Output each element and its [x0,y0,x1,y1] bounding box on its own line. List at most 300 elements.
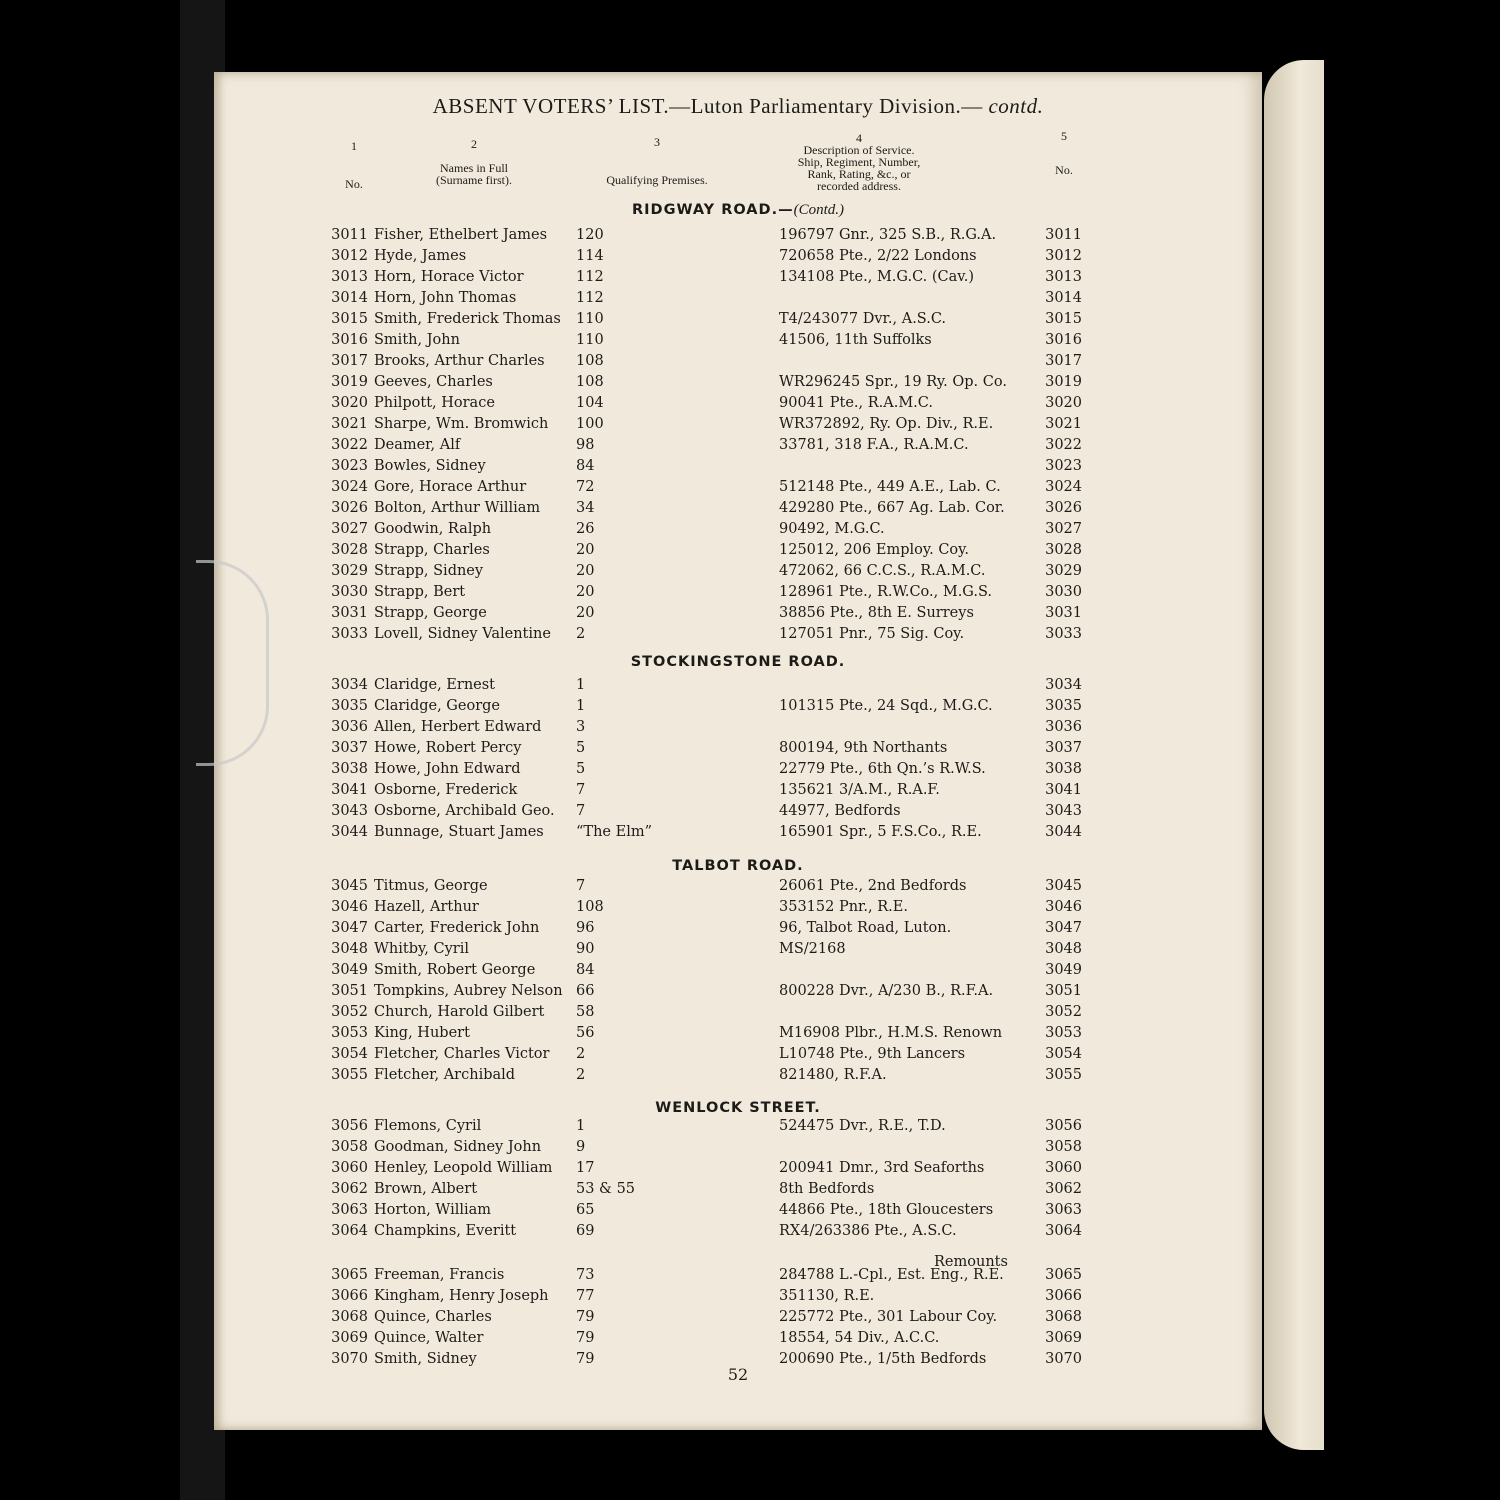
qualifying-premises: 114 [576,248,604,264]
list-item [214,899,1262,920]
list-item [214,824,1262,845]
voter-number: 3058 [331,1139,368,1155]
qualifying-premises: 7 [576,878,586,894]
service-description: 125012, 206 Employ. Coy. [779,542,970,558]
voter-name: Howe, John Edward [374,761,521,777]
qualifying-premises: 2 [576,626,586,642]
voter-name: Fisher, Ethelbert James [374,227,548,243]
voter-name: Smith, Sidney [374,1351,477,1367]
qualifying-premises: 112 [576,290,604,306]
voter-number: 3024 [331,479,368,495]
voter-number-right: 3021 [1045,416,1082,432]
voter-number: 3043 [331,803,368,819]
voter-number: 3051 [331,983,368,999]
qualifying-premises: 120 [576,227,604,243]
voter-number: 3020 [331,395,368,411]
voter-number-right: 3046 [1045,899,1082,915]
voter-name: Church, Harold Gilbert [374,1004,545,1020]
qualifying-premises: 108 [576,374,604,390]
voter-number: 3027 [331,521,368,537]
voter-name: Allen, Herbert Edward [374,719,542,735]
qualifying-premises: 110 [576,332,604,348]
list-item [214,740,1262,761]
list-item [214,1288,1262,1309]
voter-name: Geeves, Charles [374,374,493,390]
qualifying-premises: 72 [576,479,595,495]
voter-number-right: 3054 [1045,1046,1082,1062]
list-item [214,227,1262,248]
section-heading: WENLOCK STREET. [655,1100,821,1116]
voter-number-right: 3019 [1045,374,1082,390]
qualifying-premises: 2 [576,1046,586,1062]
voter-number-right: 3023 [1045,458,1082,474]
qualifying-premises: 65 [576,1202,595,1218]
list-item [214,269,1262,290]
voter-number-right: 3020 [1045,395,1082,411]
voter-number: 3049 [331,962,368,978]
list-item [214,1330,1262,1351]
voter-name: Hyde, James [374,248,467,264]
service-description: 18554, 54 Div., A.C.C. [779,1330,940,1346]
service-description: 96, Talbot Road, Luton. [779,920,952,936]
voter-name: Smith, John [374,332,460,348]
list-item [214,1309,1262,1330]
qualifying-premises: 69 [576,1223,595,1239]
list-item [214,1118,1262,1139]
voter-number: 3026 [331,500,368,516]
service-description: 165901 Spr., 5 F.S.Co., R.E. [779,824,982,840]
voter-number: 3047 [331,920,368,936]
service-description: 800228 Dvr., A/230 B., R.F.A. [779,983,994,999]
qualifying-premises: 98 [576,437,595,453]
list-item [214,1067,1262,1088]
column-header-no: 1 No. [345,139,363,191]
voter-name: Fletcher, Archibald [374,1067,516,1083]
qualifying-premises: 96 [576,920,595,936]
list-item [214,395,1262,416]
list-item [214,332,1262,353]
voter-name: Goodman, Sidney John [374,1139,542,1155]
voter-name: Horn, John Thomas [374,290,517,306]
voter-name: Hazell, Arthur [374,899,479,915]
voter-number: 3053 [331,1025,368,1041]
section-heading: RIDGWAY ROAD.—(Contd.) [631,202,844,218]
service-description: 429280 Pte., 667 Ag. Lab. Cor. [779,500,1005,516]
voter-number-right: 3047 [1045,920,1082,936]
voter-name: Osborne, Frederick [374,782,518,798]
voter-number-right: 3063 [1045,1202,1082,1218]
voter-number: 3044 [331,824,368,840]
list-item [214,1160,1262,1181]
qualifying-premises: 1 [576,698,586,714]
service-description: 44977, Bedfords [779,803,901,819]
voter-number-right: 3053 [1045,1025,1082,1041]
voter-number-right: 3065 [1045,1267,1082,1283]
list-item [214,248,1262,269]
list-item [214,605,1262,626]
list-item [214,437,1262,458]
voter-number: 3064 [331,1223,368,1239]
voter-number-right: 3035 [1045,698,1082,714]
qualifying-premises: 20 [576,605,595,621]
service-description: 22779 Pte., 6th Qn.’s R.W.S. [779,761,986,777]
service-description: 26061 Pte., 2nd Bedfords [779,878,967,894]
service-description: 33781, 318 F.A., R.A.M.C. [779,437,969,453]
voter-name: King, Hubert [374,1025,470,1041]
qualifying-premises: 84 [576,458,595,474]
voter-number-right: 3034 [1045,677,1082,693]
qualifying-premises: 110 [576,311,604,327]
voter-number: 3060 [331,1160,368,1176]
service-description: 200941 Dmr., 3rd Seaforths [779,1160,985,1176]
list-item [214,584,1262,605]
list-item [214,761,1262,782]
service-description: 8th Bedfords [779,1181,875,1197]
voter-name: Freeman, Francis [374,1267,505,1283]
voter-number-right: 3033 [1045,626,1082,642]
qualifying-premises: 100 [576,416,604,432]
service-description: 90041 Pte., R.A.M.C. [779,395,933,411]
list-item [214,458,1262,479]
voter-number-right: 3070 [1045,1351,1082,1367]
voter-number-right: 3052 [1045,1004,1082,1020]
qualifying-premises: 108 [576,353,604,369]
voter-number-right: 3060 [1045,1160,1082,1176]
list-item [214,626,1262,647]
service-description: 720658 Pte., 2/22 Londons [779,248,977,264]
qualifying-premises: 17 [576,1160,595,1176]
voter-number: 3028 [331,542,368,558]
list-item [214,983,1262,1004]
qualifying-premises: 77 [576,1288,595,1304]
list-item [214,962,1262,983]
qualifying-premises: 20 [576,563,595,579]
voter-number: 3034 [331,677,368,693]
voter-name: Bowles, Sidney [374,458,486,474]
list-item [214,500,1262,521]
service-description: 38856 Pte., 8th E. Surreys [779,605,974,621]
service-description: 127051 Pnr., 75 Sig. Coy. [779,626,965,642]
qualifying-premises: 112 [576,269,604,285]
column-header-no2: 5 No. [1055,129,1073,177]
voter-number: 3054 [331,1046,368,1062]
document-page [214,72,1262,1430]
service-description: MS/2168 [779,941,846,957]
list-item [214,1202,1262,1223]
qualifying-premises: 53 & 55 [576,1181,636,1197]
voter-name: Deamer, Alf [374,437,461,453]
title-main: ABSENT VOTERS’ LIST.—Luton Parliamentary Division.— [432,94,983,118]
voter-number-right: 3056 [1045,1118,1082,1134]
qualifying-premises: 79 [576,1351,595,1367]
service-description: 135621 3/A.M., R.A.F. [779,782,940,798]
voter-number: 3038 [331,761,368,777]
list-item [214,1025,1262,1046]
list-item [214,941,1262,962]
service-continuation: Remounts [934,1254,1008,1270]
voter-number-right: 3055 [1045,1067,1082,1083]
list-item [214,920,1262,941]
qualifying-premises: 73 [576,1267,595,1283]
service-description: 128961 Pte., R.W.Co., M.G.S. [779,584,993,600]
service-description: 200690 Pte., 1/5th Bedfords [779,1351,987,1367]
voter-number-right: 3036 [1045,719,1082,735]
qualifying-premises: 34 [576,500,595,516]
voter-number-right: 3044 [1045,824,1082,840]
voter-number: 3016 [331,332,368,348]
voter-name: Brooks, Arthur Charles [374,353,545,369]
voter-number: 3070 [331,1351,368,1367]
voter-name: Bunnage, Stuart James [374,824,544,840]
voter-number-right: 3066 [1045,1288,1082,1304]
voter-name: Tompkins, Aubrey Nelson [374,983,563,999]
service-description: 524475 Dvr., R.E., T.D. [779,1118,946,1134]
voter-number-right: 3016 [1045,332,1082,348]
voter-number: 3021 [331,416,368,432]
list-item [214,416,1262,437]
voter-number-right: 3041 [1045,782,1082,798]
voter-number: 3045 [331,878,368,894]
voter-name: Titmus, George [374,878,488,894]
service-description: WR296245 Spr., 19 Ry. Op. Co. [779,374,1007,390]
service-description: 101315 Pte., 24 Sqd., M.G.C. [779,698,993,714]
list-item [214,803,1262,824]
voter-name: Osborne, Archibald Geo. [374,803,555,819]
list-item [214,1139,1262,1160]
voter-name: Horton, William [374,1202,492,1218]
voter-name: Fletcher, Charles Victor [374,1046,550,1062]
voter-number-right: 3014 [1045,290,1082,306]
voter-name: Smith, Robert George [374,962,536,978]
voter-number: 3012 [331,248,368,264]
service-description: 90492, M.G.C. [779,521,885,537]
list-item [214,563,1262,584]
service-description: 44866 Pte., 18th Gloucesters [779,1202,994,1218]
voter-number: 3048 [331,941,368,957]
voter-number: 3013 [331,269,368,285]
voter-number: 3066 [331,1288,368,1304]
page-title [214,94,1262,119]
service-description: RX4/263386 Pte., A.S.C. [779,1223,957,1239]
voter-number-right: 3069 [1045,1330,1082,1346]
list-item [214,353,1262,374]
voter-number-right: 3011 [1045,227,1082,243]
voter-name: Philpott, Horace [374,395,495,411]
qualifying-premises: 9 [576,1139,586,1155]
list-item [214,311,1262,332]
service-description: T4/243077 Dvr., A.S.C. [779,311,947,327]
service-description: 800194, 9th Northants [779,740,948,756]
voter-number: 3041 [331,782,368,798]
qualifying-premises: 7 [576,803,586,819]
voter-name: Kingham, Henry Joseph [374,1288,549,1304]
list-item [214,374,1262,395]
page-number: 52 [727,1365,749,1384]
voter-name: Lovell, Sidney Valentine [374,626,551,642]
voter-number: 3031 [331,605,368,621]
qualifying-premises: 20 [576,584,595,600]
voter-number-right: 3027 [1045,521,1082,537]
service-description: WR372892, Ry. Op. Div., R.E. [779,416,994,432]
section-heading: TALBOT ROAD. [672,858,804,874]
qualifying-premises: 79 [576,1330,595,1346]
voter-name: Claridge, Ernest [374,677,496,693]
voter-name: Strapp, Charles [374,542,490,558]
list-item [214,1267,1262,1288]
voter-name: Brown, Albert [374,1181,478,1197]
qualifying-premises: 26 [576,521,595,537]
voter-number-right: 3017 [1045,353,1082,369]
qualifying-premises: “The Elm” [576,824,652,840]
voter-name: Carter, Frederick John [374,920,540,936]
service-description: 41506, 11th Suffolks [779,332,932,348]
voter-number: 3011 [331,227,368,243]
voter-number-right: 3028 [1045,542,1082,558]
next-page-edge [1264,60,1324,1450]
list-item [214,1181,1262,1202]
voter-number-right: 3048 [1045,941,1082,957]
voter-name: Bolton, Arthur William [374,500,541,516]
list-item [214,1004,1262,1025]
service-description: 196797 Gnr., 325 S.B., R.G.A. [779,227,997,243]
voter-name: Quince, Charles [374,1309,492,1325]
voter-name: Champkins, Everitt [374,1223,517,1239]
voter-number: 3030 [331,584,368,600]
voter-name: Quince, Walter [374,1330,484,1346]
voter-number: 3046 [331,899,368,915]
voter-number-right: 3013 [1045,269,1082,285]
voter-number: 3069 [331,1330,368,1346]
voter-number: 3019 [331,374,368,390]
qualifying-premises: 5 [576,740,586,756]
service-description: 353152 Pnr., R.E. [779,899,908,915]
voter-name: Strapp, Bert [374,584,466,600]
voter-number-right: 3062 [1045,1181,1082,1197]
voter-number-right: 3051 [1045,983,1082,999]
voter-name: Claridge, George [374,698,500,714]
qualifying-premises: 3 [576,719,586,735]
voter-number-right: 3012 [1045,248,1082,264]
column-header-service: 4 Description of Service. Ship, Regiment, Number, Rank, Rating, &c., or recorded address. [797,131,921,193]
voter-number-right: 3037 [1045,740,1082,756]
voter-name: Henley, Leopold William [374,1160,553,1176]
qualifying-premises: 2 [576,1067,586,1083]
voter-number: 3033 [331,626,368,642]
qualifying-premises: 1 [576,1118,586,1134]
qualifying-premises: 7 [576,782,586,798]
service-description: M16908 Plbr., H.M.S. Renown [779,1025,1003,1041]
voter-number-right: 3043 [1045,803,1082,819]
list-item [214,1223,1262,1244]
qualifying-premises: 20 [576,542,595,558]
list-item [214,878,1262,899]
voter-number: 3014 [331,290,368,306]
qualifying-premises: 66 [576,983,595,999]
voter-number-right: 3024 [1045,479,1082,495]
voter-name: Howe, Robert Percy [374,740,522,756]
column-header-names: 2 Names in Full (Surname first). [436,137,512,187]
service-description: L10748 Pte., 9th Lancers [779,1046,966,1062]
qualifying-premises: 58 [576,1004,595,1020]
voter-name: Flemons, Cyril [374,1118,482,1134]
voter-number: 3029 [331,563,368,579]
voter-name: Gore, Horace Arthur [374,479,527,495]
voter-number: 3035 [331,698,368,714]
list-item [214,677,1262,698]
voter-number: 3037 [331,740,368,756]
service-description: 284788 L.-Cpl., Est. Eng., R.E. [779,1267,1004,1283]
service-description: 472062, 66 C.C.S., R.A.M.C. [779,563,986,579]
qualifying-premises: 79 [576,1309,595,1325]
column-header-premises: 3 Qualifying Premises. [606,135,708,187]
qualifying-premises: 56 [576,1025,595,1041]
voter-number-right: 3030 [1045,584,1082,600]
voter-name: Goodwin, Ralph [374,521,492,537]
voter-number: 3052 [331,1004,368,1020]
voter-number-right: 3022 [1045,437,1082,453]
voter-number: 3036 [331,719,368,735]
voter-number-right: 3038 [1045,761,1082,777]
qualifying-premises: 108 [576,899,604,915]
voter-name: Strapp, Sidney [374,563,484,579]
list-item [214,719,1262,740]
list-item [214,1046,1262,1067]
list-item [214,521,1262,542]
voter-name: Smith, Frederick Thomas [374,311,561,327]
voter-name: Whitby, Cyril [374,941,469,957]
service-description: 134108 Pte., M.G.C. (Cav.) [779,269,975,285]
service-description: 351130, R.E. [779,1288,875,1304]
service-description: 225772 Pte., 301 Labour Coy. [779,1309,998,1325]
voter-number-right: 3045 [1045,878,1082,894]
title-contd: contd. [988,94,1044,118]
service-description: 512148 Pte., 449 A.E., Lab. C. [779,479,1001,495]
voter-name: Horn, Horace Victor [374,269,524,285]
voter-name: Strapp, George [374,605,487,621]
voter-number-right: 3064 [1045,1223,1082,1239]
page-clip [196,560,269,766]
voter-number: 3065 [331,1267,368,1283]
list-item [214,479,1262,500]
voter-number: 3068 [331,1309,368,1325]
voter-name: Sharpe, Wm. Bromwich [374,416,549,432]
voter-number-right: 3015 [1045,311,1082,327]
qualifying-premises: 5 [576,761,586,777]
voter-number-right: 3049 [1045,962,1082,978]
voter-number: 3062 [331,1181,368,1197]
voter-number: 3015 [331,311,368,327]
list-item [214,542,1262,563]
voter-number: 3056 [331,1118,368,1134]
voter-number-right: 3058 [1045,1139,1082,1155]
qualifying-premises: 1 [576,677,586,693]
voter-number: 3055 [331,1067,368,1083]
voter-number-right: 3068 [1045,1309,1082,1325]
voter-number: 3063 [331,1202,368,1218]
qualifying-premises: 90 [576,941,595,957]
voter-number-right: 3031 [1045,605,1082,621]
qualifying-premises: 104 [576,395,604,411]
service-description: 821480, R.F.A. [779,1067,887,1083]
section-heading: STOCKINGSTONE ROAD. [630,654,846,670]
voter-number: 3022 [331,437,368,453]
voter-number-right: 3029 [1045,563,1082,579]
list-item [214,698,1262,719]
voter-number: 3023 [331,458,368,474]
voter-number: 3017 [331,353,368,369]
list-item [214,782,1262,803]
voter-number-right: 3026 [1045,500,1082,516]
